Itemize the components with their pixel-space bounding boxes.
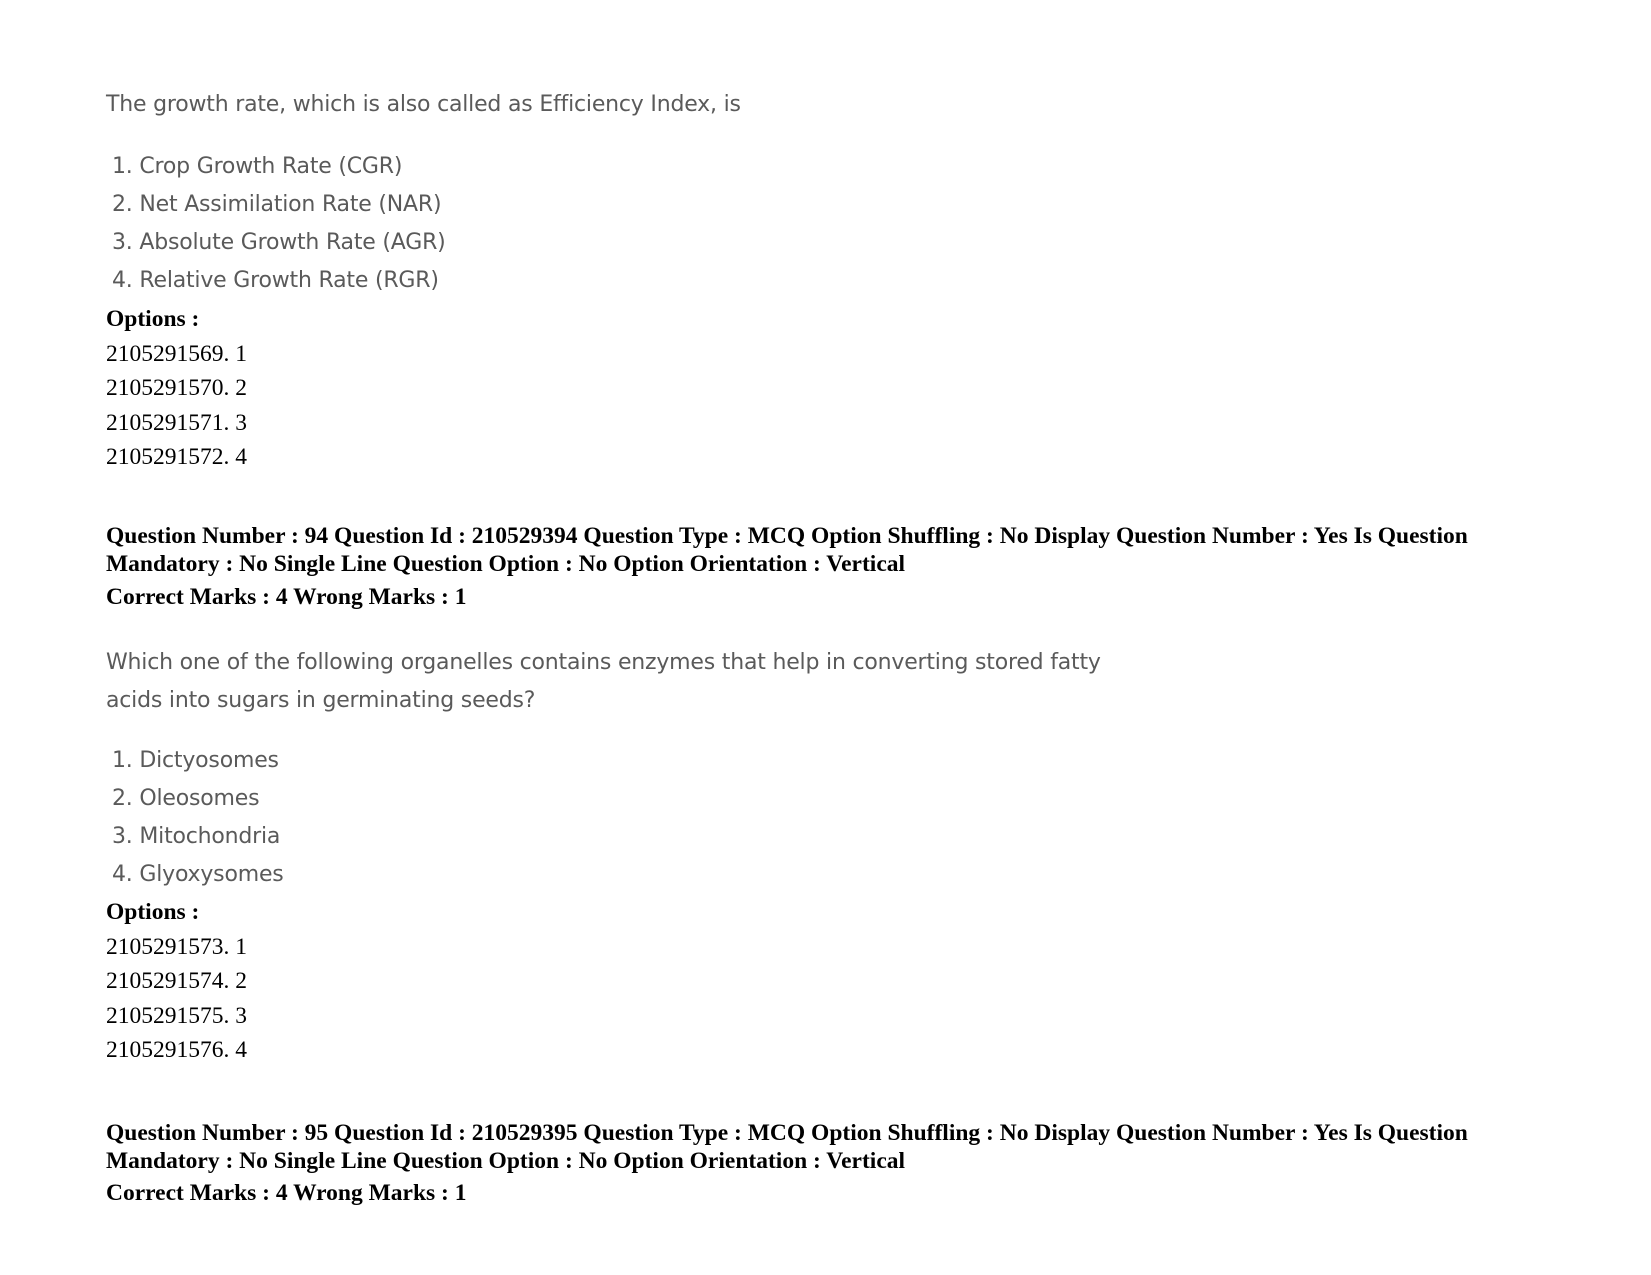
- choice-item: 3. Absolute Growth Rate (AGR): [112, 230, 446, 255]
- question-stem-text: The growth rate, which is also called as Efficiency Index, is: [106, 92, 741, 117]
- question-93-choices: [106, 148, 1572, 300]
- question-stem-text: Which one of the following organelles contains enzymes that help in converting stored fatty: [106, 650, 1101, 675]
- question-94-stem: [106, 644, 1566, 720]
- question-95-meta: [106, 1119, 1566, 1175]
- option-item: 2105291570. 2: [106, 375, 247, 401]
- question-stem-text: acids into sugars in germinating seeds?: [106, 688, 536, 713]
- option-item: 2105291571. 3: [106, 409, 247, 436]
- options-label: Options :: [106, 306, 200, 332]
- choice-item: 4. Relative Growth Rate (RGR): [112, 268, 439, 293]
- question-meta-line: Question Number : 94 Question Id : 210529394 Question Type : MCQ Option Shuffling : No Display Question Number : Yes Is Question: [106, 523, 1468, 549]
- choice-item: 4. Glyoxysomes: [112, 862, 284, 887]
- question-meta-line: Mandatory : No Single Line Question Option : No Option Orientation : Vertical: [106, 551, 906, 577]
- option-item: 2105291573. 1: [106, 933, 247, 960]
- choice-item: 2. Net Assimilation Rate (NAR): [112, 192, 442, 217]
- option-item: 2105291572. 4: [106, 444, 247, 470]
- question-meta-line: Question Number : 95 Question Id : 210529395 Question Type : MCQ Option Shuffling : No Display Question Number : Yes Is Question: [106, 1120, 1468, 1146]
- question-94-marks: [106, 582, 1566, 612]
- option-item: 2105291569. 1: [106, 340, 247, 367]
- choice-item: 1. Dictyosomes: [112, 748, 279, 773]
- marks-line: Correct Marks : 4 Wrong Marks : 1: [106, 584, 467, 610]
- option-item: 2105291575. 3: [106, 1002, 247, 1029]
- choice-item: 1. Crop Growth Rate (CGR): [112, 154, 403, 179]
- question-94-options: [106, 895, 1566, 1068]
- choice-item: 3. Mitochondria: [112, 824, 281, 849]
- question-95-marks: [106, 1178, 1566, 1208]
- choice-item: 2. Oleosomes: [112, 786, 260, 811]
- marks-line: Correct Marks : 4 Wrong Marks : 1: [106, 1180, 467, 1206]
- question-93-stem: [106, 86, 1566, 124]
- question-meta-line: Mandatory : No Single Line Question Option : No Option Orientation : Vertical: [106, 1148, 906, 1174]
- option-item: 2105291576. 4: [106, 1037, 247, 1063]
- question-94-choices: [106, 742, 1572, 894]
- options-label: Options :: [106, 899, 200, 925]
- option-item: 2105291574. 2: [106, 968, 247, 994]
- question-93-options: [106, 302, 1566, 475]
- question-94-meta: [106, 522, 1566, 578]
